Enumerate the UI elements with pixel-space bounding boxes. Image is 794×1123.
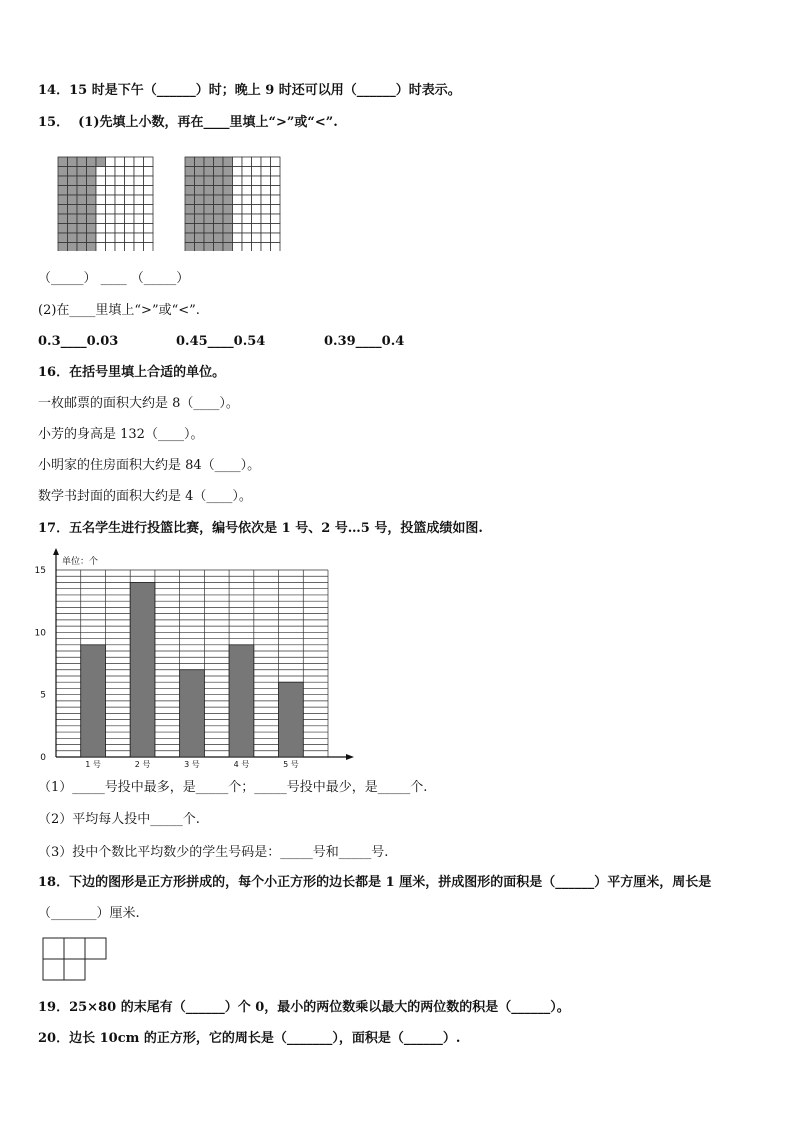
grid-cell <box>242 205 252 215</box>
q15-text: (1)先填上小数，再在____里填上“>”或“<”. <box>78 115 338 130</box>
grid-cell <box>125 176 135 186</box>
grid-cell <box>223 243 233 252</box>
grid-cell <box>185 186 195 196</box>
grid-cell <box>242 186 252 196</box>
grid-cell <box>195 233 205 243</box>
grid-cell <box>115 224 125 234</box>
grid-cell <box>233 233 243 243</box>
grid-cell <box>144 186 154 196</box>
grid-cell <box>96 167 106 177</box>
grid-cell <box>223 233 233 243</box>
grid-cell <box>134 157 144 167</box>
grid-cell <box>106 195 116 205</box>
grid-cell <box>125 205 135 215</box>
q17-sub2: （2）平均每人投中_____个. <box>38 812 200 827</box>
grid-cell <box>58 167 68 177</box>
grid-cell <box>214 224 224 234</box>
grid-cell <box>115 214 125 224</box>
grid-cell <box>144 205 154 215</box>
grid-cell <box>134 176 144 186</box>
grid-cell <box>115 167 125 177</box>
q20-text: 20．边长 10cm 的正方形，它的周长是（_______），面积是（______）. <box>38 1031 461 1046</box>
grid-cell <box>195 186 205 196</box>
grid-cell <box>252 167 262 177</box>
grid-cell <box>125 233 135 243</box>
grid-cell <box>68 243 78 252</box>
grid-cell <box>242 233 252 243</box>
grid-cell <box>214 214 224 224</box>
grid-cell <box>271 205 281 215</box>
x-tick-label: 4 号 <box>233 760 250 769</box>
grid-cell <box>68 233 78 243</box>
grid-cell <box>195 167 205 177</box>
grid-cell <box>261 195 271 205</box>
bar <box>279 682 304 757</box>
grid-cell <box>223 176 233 186</box>
x-axis-arrow <box>346 754 354 760</box>
grid-cell <box>77 195 87 205</box>
grid-cell <box>77 243 87 252</box>
grid-cell <box>77 205 87 215</box>
grid-cell <box>77 176 87 186</box>
grid-cell <box>185 233 195 243</box>
grid-cell <box>68 214 78 224</box>
grid-cell <box>87 195 97 205</box>
q17-sub3: （3）投中个数比平均数少的学生号码是：_____号和_____号. <box>38 845 389 860</box>
grid-cell <box>106 243 116 252</box>
q15-answers: （_____） ____ （_____） <box>38 271 190 286</box>
grid-cell <box>144 167 154 177</box>
x-tick-label: 2 号 <box>134 760 151 769</box>
grid-cell <box>271 186 281 196</box>
grid-cell <box>271 214 281 224</box>
grid-cell <box>214 167 224 177</box>
grid-cell <box>96 157 106 167</box>
grid-cell <box>252 243 262 252</box>
grid-cell <box>96 186 106 196</box>
grid-cell <box>77 214 87 224</box>
grid-cell <box>252 214 262 224</box>
grid-cell <box>115 186 125 196</box>
bar <box>130 582 155 757</box>
grid-cell <box>195 157 205 167</box>
grid-cell <box>195 214 205 224</box>
y-axis-arrow <box>53 548 59 555</box>
grid-cell <box>214 176 224 186</box>
grid-cell <box>204 195 214 205</box>
grid-cell <box>195 205 205 215</box>
grid-cell <box>271 157 281 167</box>
grid-cell <box>144 157 154 167</box>
grid-cell <box>271 233 281 243</box>
grid-cell <box>115 176 125 186</box>
q16-item: 数学书封面的面积大约是 4（____）。 <box>38 489 252 504</box>
grid-cell <box>96 214 106 224</box>
grid-cell <box>195 195 205 205</box>
q16-item: 一枚邮票的面积大约是 8（____）。 <box>38 396 239 411</box>
grid-cell <box>261 167 271 177</box>
grid-cell <box>125 167 135 177</box>
grid-cell <box>115 157 125 167</box>
grid-cell <box>87 233 97 243</box>
grid-cell <box>223 224 233 234</box>
grid-cell <box>223 167 233 177</box>
grid-cell <box>214 205 224 215</box>
grid-cell <box>68 157 78 167</box>
grid-cell <box>87 176 97 186</box>
grid-cell <box>204 157 214 167</box>
grid-cell <box>134 243 144 252</box>
grid-cell <box>106 157 116 167</box>
grid-cell <box>261 157 271 167</box>
grid-cell <box>242 157 252 167</box>
grid-cell <box>87 214 97 224</box>
grid-cell <box>223 195 233 205</box>
grid-cell <box>185 243 195 252</box>
grid-cell <box>125 243 135 252</box>
grid-cell <box>233 186 243 196</box>
grid-cell <box>115 205 125 215</box>
grid-cell <box>106 233 116 243</box>
grid-cell <box>185 157 195 167</box>
grid-cell <box>261 243 271 252</box>
grid-cell <box>204 233 214 243</box>
square-figure <box>42 937 108 983</box>
grid-cell <box>134 195 144 205</box>
grid-cell <box>58 186 68 196</box>
q14-line <box>38 82 461 100</box>
grid-cell <box>134 167 144 177</box>
grid-cell <box>204 167 214 177</box>
grid-cell <box>58 243 68 252</box>
grid-cell <box>252 186 262 196</box>
decimal-grid-right <box>184 156 282 251</box>
grid-cell <box>87 167 97 177</box>
grid-cell <box>233 205 243 215</box>
grid-cell <box>134 233 144 243</box>
grid-cell <box>87 224 97 234</box>
grid-cell <box>87 157 97 167</box>
x-tick-label: 3 号 <box>184 760 200 769</box>
grid-cell <box>233 176 243 186</box>
grid-cell <box>134 224 144 234</box>
grid-cell <box>233 157 243 167</box>
x-tick-label: 1 号 <box>85 760 101 769</box>
grid-cell <box>233 167 243 177</box>
grid-cell <box>261 186 271 196</box>
q19-text: 19．25×80 的末尾有（______）个 0，最小的两位数乘以最大的两位数的积是（______）。 <box>38 1000 570 1015</box>
grid-cell <box>214 233 224 243</box>
grid-cell <box>106 186 116 196</box>
grid-cell <box>58 195 68 205</box>
grid-cell <box>58 157 68 167</box>
grid-cell <box>58 214 68 224</box>
grid-cell <box>68 186 78 196</box>
grid-cell <box>106 176 116 186</box>
grid-cell <box>214 157 224 167</box>
grid-cell <box>125 214 135 224</box>
grid-cell <box>68 205 78 215</box>
grid-cell <box>58 233 68 243</box>
grid-cell <box>195 224 205 234</box>
grid-cell <box>58 224 68 234</box>
grid-cell <box>204 214 214 224</box>
unit-label: 单位：个 <box>62 557 99 567</box>
grid-cell <box>87 205 97 215</box>
grid-cell <box>125 195 135 205</box>
grid-cell <box>271 224 281 234</box>
grid-cell <box>144 214 154 224</box>
decimal-grid-left <box>57 156 155 251</box>
compare-1: 0.3____0.03 <box>38 334 119 349</box>
grid-cell <box>242 167 252 177</box>
bar <box>180 670 205 757</box>
grid-cell <box>125 186 135 196</box>
q14-text: 15 时是下午（______）时；晚上 9 时还可以用（______）时表示。 <box>69 83 461 98</box>
q15-line <box>38 114 338 132</box>
grid-cell <box>242 224 252 234</box>
grid-cell <box>185 214 195 224</box>
grid-cell <box>261 176 271 186</box>
grid-cell <box>77 157 87 167</box>
grid-cell <box>96 205 106 215</box>
q18-line1: 18．下边的图形是正方形拼成的，每个小正方形的边长都是 1 厘米，拼成图形的面积是（______）平方厘米，周长是 <box>38 875 712 890</box>
grid-cell <box>77 224 87 234</box>
grid-cell <box>242 176 252 186</box>
grid-cell <box>115 233 125 243</box>
grid-cell <box>185 205 195 215</box>
compare-3: 0.39____0.4 <box>324 334 405 349</box>
grid-cell <box>233 224 243 234</box>
grid-cell <box>252 157 262 167</box>
grid-cell <box>115 195 125 205</box>
grid-cell <box>214 243 224 252</box>
grid-cell <box>96 224 106 234</box>
grid-cell <box>195 243 205 252</box>
bar <box>81 645 106 757</box>
grid-cell <box>223 205 233 215</box>
q16-item: 小芳的身高是 132（____）。 <box>38 427 204 442</box>
grid-cell <box>204 176 214 186</box>
grid-cell <box>271 167 281 177</box>
grid-cell <box>106 224 116 234</box>
q16-item: 小明家的住房面积大约是 84（____）。 <box>38 458 261 473</box>
grid-cell <box>223 157 233 167</box>
q15-number: 15． <box>38 115 70 130</box>
grid-cell <box>144 224 154 234</box>
q18-line2: （_______）厘米. <box>38 906 140 921</box>
grid-cell <box>106 205 116 215</box>
grid-cell <box>252 224 262 234</box>
grid-cell <box>96 233 106 243</box>
grid-cell <box>185 224 195 234</box>
grid-cell <box>223 214 233 224</box>
grid-cell <box>77 233 87 243</box>
y-tick-label: 15 <box>34 566 46 576</box>
grid-cell <box>106 167 116 177</box>
grid-cell <box>77 167 87 177</box>
grid-cell <box>68 224 78 234</box>
grid-cell <box>242 214 252 224</box>
grid-cell <box>144 243 154 252</box>
grid-cell <box>96 176 106 186</box>
y-tick-label: 5 <box>40 690 46 701</box>
grid-cell <box>204 224 214 234</box>
q16-title: 16．在括号里填上合适的单位。 <box>38 365 226 380</box>
compare-2: 0.45____0.54 <box>176 334 266 349</box>
grid-cell <box>125 224 135 234</box>
grid-cell <box>214 195 224 205</box>
grid-cell <box>144 233 154 243</box>
grid-cell <box>115 243 125 252</box>
basketball-bar-chart <box>30 548 370 770</box>
q17-title: 17．五名学生进行投篮比赛，编号依次是 1 号、2 号…5 号，投篮成绩如图. <box>38 521 483 536</box>
grid-cell <box>68 195 78 205</box>
grid-cell <box>87 186 97 196</box>
grid-cell <box>125 157 135 167</box>
grid-cell <box>134 214 144 224</box>
grid-cell <box>252 233 262 243</box>
grid-cell <box>68 176 78 186</box>
grid-cell <box>77 186 87 196</box>
y-tick-label: 10 <box>34 628 46 639</box>
q15-part2: (2)在____里填上“>”或“<”. <box>38 303 200 318</box>
grid-cell <box>204 186 214 196</box>
grid-cell <box>204 243 214 252</box>
grid-cell <box>233 195 243 205</box>
grid-cell <box>271 243 281 252</box>
grid-cell <box>233 214 243 224</box>
grid-cell <box>96 243 106 252</box>
grid-cell <box>204 205 214 215</box>
y-tick-label: 0 <box>40 753 46 763</box>
grid-cell <box>271 176 281 186</box>
grid-cell <box>261 224 271 234</box>
grid-cell <box>261 233 271 243</box>
grid-cell <box>185 195 195 205</box>
grid-cell <box>87 243 97 252</box>
bar <box>229 645 254 757</box>
grid-cell <box>106 214 116 224</box>
grid-cell <box>134 186 144 196</box>
grid-cell <box>144 195 154 205</box>
grid-cell <box>271 195 281 205</box>
grid-cell <box>68 167 78 177</box>
grid-cell <box>58 176 68 186</box>
grid-cell <box>223 186 233 196</box>
grid-cell <box>214 186 224 196</box>
grid-cell <box>242 243 252 252</box>
grid-cell <box>144 176 154 186</box>
grid-cell <box>261 205 271 215</box>
grid-cell <box>233 243 243 252</box>
grid-cell <box>195 176 205 186</box>
q17-sub1: （1）_____号投中最多，是_____个；_____号投中最少，是_____个. <box>38 780 428 795</box>
grid-cell <box>96 195 106 205</box>
grid-cell <box>252 195 262 205</box>
x-tick-label: 5 号 <box>283 760 299 769</box>
grid-cell <box>185 167 195 177</box>
grid-cell <box>252 205 262 215</box>
grid-cell <box>261 214 271 224</box>
q14-number: 14． <box>38 83 70 98</box>
grid-cell <box>185 176 195 186</box>
grid-cell <box>58 205 68 215</box>
grid-cell <box>134 205 144 215</box>
grid-cell <box>242 195 252 205</box>
grid-cell <box>252 176 262 186</box>
